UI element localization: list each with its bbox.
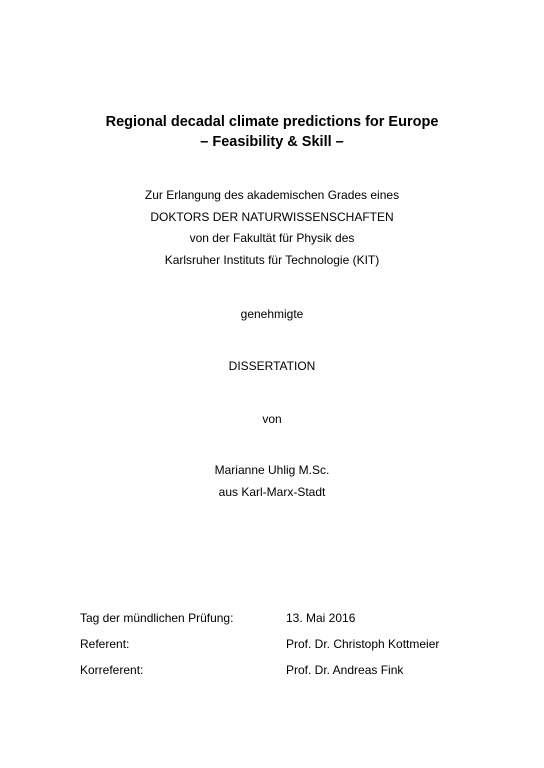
document-type: DISSERTATION [228, 359, 316, 373]
coreferee-label: Korreferent: [80, 663, 144, 677]
exam-row-coreferee [80, 660, 520, 686]
author-block [0, 460, 544, 503]
exam-date-value: 13. Mai 2016 [286, 611, 356, 625]
thesis-title-line-2: – Feasibility & Skill – [200, 134, 344, 150]
author-name: Marianne Uhlig M.Sc. [214, 463, 330, 477]
approved-label: genehmigte [240, 307, 304, 321]
degree-line-4: Karlsruher Instituts für Technologie (KIT) [164, 252, 380, 267]
degree-line-2: DOKTORS DER NATURWISSENSCHAFTEN [150, 209, 394, 224]
degree-line-1: Zur Erlangung des akademischen Grades eines [144, 188, 400, 202]
exam-date-label: Tag der mündlichen Prüfung: [80, 611, 234, 625]
degree-statement [0, 185, 544, 271]
thesis-title-line-1: Regional decadal climate predictions for Europe [105, 114, 439, 130]
referee-label: Referent: [80, 637, 130, 651]
thesis-title [0, 112, 544, 152]
author-origin: aus Karl-Marx-Stadt [218, 484, 326, 499]
degree-line-3: von der Fakultät für Physik des [189, 231, 355, 245]
exam-row-date [80, 608, 520, 634]
exam-row-referee [80, 634, 520, 660]
coreferee-value: Prof. Dr. Andreas Fink [286, 663, 404, 677]
by-label: von [262, 412, 282, 426]
examination-details [80, 608, 520, 686]
referee-value: Prof. Dr. Christoph Kottmeier [286, 637, 440, 651]
